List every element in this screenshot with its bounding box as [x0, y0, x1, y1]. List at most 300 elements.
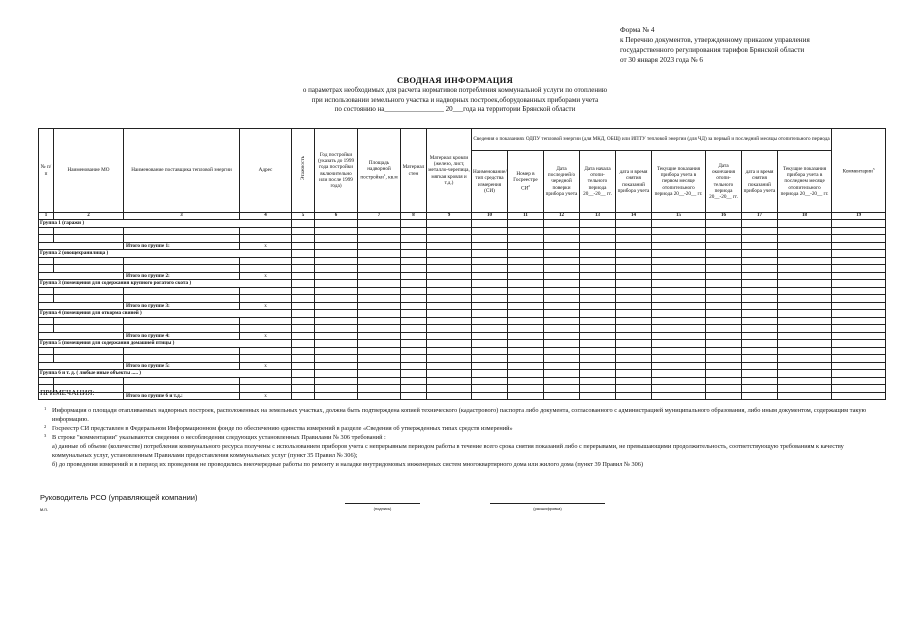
- table-cell: [124, 377, 240, 385]
- table-cell: [778, 302, 832, 310]
- table-cell: [580, 250, 616, 258]
- table-cell: [832, 287, 886, 295]
- table-cell: [358, 250, 401, 258]
- table-cell: [616, 340, 652, 348]
- table-cell: [706, 332, 742, 340]
- table-cell: [401, 265, 427, 273]
- table-cell: [544, 287, 580, 295]
- table-cell: [544, 332, 580, 340]
- col-header: Наименование МО: [54, 129, 124, 213]
- table-cell: [616, 220, 652, 228]
- col-header: Материал кровли (железо, лист, металло-черепица, мягкая кровля и т.д.): [427, 129, 472, 213]
- note-item: [40, 424, 870, 433]
- col-number: 7: [358, 213, 401, 220]
- sub-header-text: Номер в Госреестре СИ: [513, 170, 538, 192]
- table-cell: [315, 272, 358, 280]
- table-cell: [358, 355, 401, 363]
- table-cell: [742, 377, 778, 385]
- form-ref-line: государственного регулирования тарифов Брянской области: [620, 46, 805, 54]
- table-cell: [472, 340, 508, 348]
- table-cell: [401, 235, 427, 243]
- table-cell: [427, 377, 472, 385]
- table-cell: [472, 235, 508, 243]
- table-cell: [706, 265, 742, 273]
- table-cell: [706, 317, 742, 325]
- table-cell: [315, 227, 358, 235]
- table-cell: [580, 272, 616, 280]
- table-cell: [832, 220, 886, 228]
- table-cell: [508, 377, 544, 385]
- table-cell: [54, 355, 124, 363]
- table-cell: [508, 242, 544, 250]
- total-label: Итого по группе 4:: [124, 332, 240, 340]
- table-cell: [706, 227, 742, 235]
- note-mark: 2: [44, 424, 47, 429]
- group-label: Группа 5 (помещения для содержания домашней птицы ): [39, 340, 292, 348]
- table-cell: [124, 287, 240, 295]
- subtitle-line: о параметрах необходимых для расчета нормативов потребления коммунальной услуги по отоплению: [302, 86, 608, 94]
- table-cell: [652, 370, 706, 378]
- table-cell: [427, 302, 472, 310]
- table-cell: [315, 325, 358, 333]
- table-cell: [616, 265, 652, 273]
- table-cell: [508, 347, 544, 355]
- table-cell: [832, 280, 886, 288]
- table-cell: [742, 257, 778, 265]
- seal-mark: м.п.: [40, 507, 49, 512]
- table-cell: [472, 242, 508, 250]
- col-header: [832, 129, 886, 213]
- table-cell: [472, 227, 508, 235]
- group-row: [39, 220, 886, 228]
- form-ref-line: от 30 января 2023 года № 6: [620, 56, 703, 64]
- note-text: В строке "комментарии" указываются сведения о несоблюдении следующих установленных Правилами № 306 требований :: [52, 434, 386, 441]
- table-cell: [508, 280, 544, 288]
- table-row: [39, 235, 886, 243]
- note-item: [40, 433, 870, 442]
- table-cell: [401, 370, 427, 378]
- table-cell: [427, 317, 472, 325]
- table-cell: [544, 325, 580, 333]
- table-cell: [544, 265, 580, 273]
- table-cell: [240, 325, 292, 333]
- notes-section: [40, 388, 870, 469]
- table-cell: [401, 257, 427, 265]
- group-label: Группа 2 (овощехранилища ): [39, 250, 292, 258]
- table-cell: [778, 310, 832, 318]
- footnote-mark: 1: [383, 173, 386, 178]
- table-cell: [427, 265, 472, 273]
- table-cell: [54, 235, 124, 243]
- note-subitem: а) данные об объеме (количестве) потребления коммунального ресурса получены с использованием приборов учета с непрерывным периодом работы в течение всего срока снятия показаний либо с перерывами, не превышающими продолжительность, соответствующую требованиям к качеству коммунальных услуг, установленным Правилами предоставления коммунальных услуг (пункт 35 Правил № 306);: [52, 443, 844, 459]
- table-cell: [616, 362, 652, 370]
- table-cell: [778, 287, 832, 295]
- total-mark: х: [240, 392, 292, 400]
- col-number: 3: [124, 213, 240, 220]
- table-cell: [358, 220, 401, 228]
- table-cell: [616, 377, 652, 385]
- table-cell: [778, 340, 832, 348]
- table-cell: [832, 355, 886, 363]
- table-cell: [652, 310, 706, 318]
- table-cell: [508, 355, 544, 363]
- total-mark: х: [240, 362, 292, 370]
- table-cell: [401, 317, 427, 325]
- table-cell: [652, 227, 706, 235]
- table-cell: [652, 250, 706, 258]
- table-cell: [315, 235, 358, 243]
- table-cell: [427, 280, 472, 288]
- table-cell: [292, 250, 315, 258]
- table-cell: [544, 370, 580, 378]
- table-cell: [358, 370, 401, 378]
- table-row: [39, 265, 886, 273]
- sub-header: Наименование/ тип средства измерения (СИ): [472, 151, 508, 213]
- table-cell: [706, 295, 742, 303]
- table-cell: [292, 265, 315, 273]
- table-cell: [706, 310, 742, 318]
- total-label: Итого по группе 2:: [124, 272, 240, 280]
- table-cell: [472, 220, 508, 228]
- signature-block: [40, 493, 870, 523]
- table-cell: [427, 227, 472, 235]
- table-cell: [54, 317, 124, 325]
- table-cell: [652, 325, 706, 333]
- table-cell: [54, 377, 124, 385]
- col-header: Материал стен: [401, 129, 427, 213]
- total-label: Итого по группе 3:: [124, 302, 240, 310]
- table-cell: [544, 355, 580, 363]
- col-number: 18: [778, 213, 832, 220]
- table-cell: [742, 295, 778, 303]
- table-row: [39, 325, 886, 333]
- table-cell: [39, 362, 124, 370]
- table-cell: [39, 325, 54, 333]
- table-cell: [580, 302, 616, 310]
- sub-header: Текущие показания прибора учета в первом месяце отопительного периода 20__-20__ гг.: [652, 151, 706, 213]
- total-mark: х: [240, 332, 292, 340]
- note-item: [40, 406, 870, 424]
- table-cell: [508, 287, 544, 295]
- table-cell: [358, 242, 401, 250]
- table-cell: [832, 302, 886, 310]
- table-cell: [315, 317, 358, 325]
- table-cell: [401, 377, 427, 385]
- group-label: Группа 6 и т. д. ( любые иные объекты ..... ): [39, 370, 292, 378]
- table-cell: [616, 287, 652, 295]
- col-number: 14: [616, 213, 652, 220]
- table-cell: [742, 235, 778, 243]
- table-cell: [292, 362, 315, 370]
- table-row: [39, 295, 886, 303]
- table-cell: [580, 287, 616, 295]
- table-cell: [508, 227, 544, 235]
- table-cell: [39, 332, 124, 340]
- table-cell: [832, 235, 886, 243]
- subtitle-line: при использовании земельного участка и надворных построек,оборудованных приборами учета: [311, 95, 599, 104]
- table-cell: [472, 317, 508, 325]
- total-row: [39, 302, 886, 310]
- table-cell: [472, 272, 508, 280]
- table-row: [39, 227, 886, 235]
- table-cell: [508, 295, 544, 303]
- table-row: [39, 355, 886, 363]
- table-cell: [472, 280, 508, 288]
- table-cell: [832, 265, 886, 273]
- table-cell: [742, 317, 778, 325]
- table-cell: [742, 310, 778, 318]
- col-number: 10: [472, 213, 508, 220]
- table-cell: [54, 295, 124, 303]
- table-cell: [472, 325, 508, 333]
- table-cell: [742, 332, 778, 340]
- col-header: Год постройки (указать до 1999 года постройки включительно или после 1999 года): [315, 129, 358, 213]
- table-cell: [616, 347, 652, 355]
- col-number: 19: [832, 213, 886, 220]
- table-cell: [427, 332, 472, 340]
- sub-header: Дата последней/о чередной поверки прибора учета: [544, 151, 580, 213]
- table-cell: [358, 310, 401, 318]
- table-cell: [358, 227, 401, 235]
- table-cell: [315, 220, 358, 228]
- table-cell: [315, 302, 358, 310]
- table-cell: [652, 272, 706, 280]
- table-cell: [616, 250, 652, 258]
- table-cell: [292, 227, 315, 235]
- table-cell: [124, 347, 240, 355]
- table-cell: [240, 347, 292, 355]
- table-body: [39, 220, 886, 400]
- table-cell: [240, 377, 292, 385]
- col-number: 9: [427, 213, 472, 220]
- table-cell: [358, 377, 401, 385]
- form-ref-line: к Перечню документов, утвержденному приказом управления: [620, 36, 810, 44]
- table-cell: [508, 302, 544, 310]
- table-cell: [124, 227, 240, 235]
- table-cell: [427, 287, 472, 295]
- table-cell: [778, 347, 832, 355]
- table-cell: [39, 257, 54, 265]
- table-cell: [544, 280, 580, 288]
- table-cell: [832, 332, 886, 340]
- group-label: Группа 4 (помещения для откорма свиней ): [39, 310, 292, 318]
- table-cell: [652, 332, 706, 340]
- notes-title: ПРИМЕЧАНИЯ:: [40, 388, 95, 397]
- total-label: Итого по группе 6 и т.д.:: [124, 392, 240, 400]
- table-cell: [742, 362, 778, 370]
- table-cell: [616, 280, 652, 288]
- note-text: Информация о площади отапливаемых надворных построек, расположенных на земельных участках, должна быть подтверждена копией технического (кадастрового) паспорта либо документа, согласованного с администрацией муниципального образования, либо иным документом, содержащим такую информацию.: [52, 407, 867, 423]
- table-cell: [358, 235, 401, 243]
- table-cell: [652, 355, 706, 363]
- table-cell: [292, 377, 315, 385]
- table-cell: [652, 295, 706, 303]
- table-cell: [401, 340, 427, 348]
- table-cell: [778, 257, 832, 265]
- table-row: [39, 287, 886, 295]
- table-cell: [124, 257, 240, 265]
- table-cell: [54, 257, 124, 265]
- table-cell: [315, 287, 358, 295]
- sub-header: Дата начала отопи-тельного периода 20__-20__ гг.: [580, 151, 616, 213]
- table-cell: [580, 265, 616, 273]
- table-cell: [358, 332, 401, 340]
- table-cell: [778, 220, 832, 228]
- table-cell: [580, 332, 616, 340]
- table-cell: [778, 317, 832, 325]
- table-cell: [508, 325, 544, 333]
- table-cell: [427, 220, 472, 228]
- table-cell: [315, 355, 358, 363]
- table-cell: [616, 257, 652, 265]
- table-cell: [652, 362, 706, 370]
- table-cell: [358, 302, 401, 310]
- table-cell: [706, 250, 742, 258]
- table-cell: [315, 250, 358, 258]
- table-cell: [778, 280, 832, 288]
- col-number: 12: [544, 213, 580, 220]
- table-cell: [315, 257, 358, 265]
- table-cell: [706, 377, 742, 385]
- table-cell: [832, 295, 886, 303]
- signature-caption: (подпись): [373, 506, 392, 511]
- table-cell: [508, 340, 544, 348]
- table-cell: [616, 302, 652, 310]
- table-cell: [580, 295, 616, 303]
- table-cell: [358, 325, 401, 333]
- table-cell: [652, 280, 706, 288]
- table-cell: [778, 325, 832, 333]
- table-cell: [292, 310, 315, 318]
- table-cell: [427, 310, 472, 318]
- table-cell: [832, 340, 886, 348]
- table-cell: [315, 347, 358, 355]
- table-cell: [580, 347, 616, 355]
- table-cell: [472, 347, 508, 355]
- table-cell: [508, 235, 544, 243]
- table-cell: [472, 377, 508, 385]
- col-number: 4: [240, 213, 292, 220]
- table-row: [39, 257, 886, 265]
- table-cell: [39, 227, 54, 235]
- table-cell: [54, 227, 124, 235]
- table-cell: [742, 340, 778, 348]
- table-cell: [580, 355, 616, 363]
- table-cell: [39, 265, 54, 273]
- table-cell: [39, 347, 54, 355]
- table-cell: [742, 347, 778, 355]
- table-cell: [472, 362, 508, 370]
- col-number: 2: [54, 213, 124, 220]
- table-cell: [472, 355, 508, 363]
- table-cell: [616, 295, 652, 303]
- table-cell: [580, 362, 616, 370]
- table-cell: [778, 265, 832, 273]
- table-cell: [706, 272, 742, 280]
- col-number: 15: [652, 213, 706, 220]
- name-line: [490, 503, 605, 504]
- table-cell: [315, 280, 358, 288]
- table-cell: [706, 347, 742, 355]
- table-cell: [544, 362, 580, 370]
- total-row: [39, 362, 886, 370]
- table-cell: [742, 265, 778, 273]
- table-cell: [240, 257, 292, 265]
- table-cell: [508, 370, 544, 378]
- table-cell: [742, 227, 778, 235]
- col-number: 11: [508, 213, 544, 220]
- table-cell: [427, 250, 472, 258]
- total-label: Итого по группе 5:: [124, 362, 240, 370]
- table-cell: [706, 302, 742, 310]
- table-cell: [580, 325, 616, 333]
- table-cell: [401, 250, 427, 258]
- table-cell: [742, 370, 778, 378]
- table-cell: [39, 235, 54, 243]
- group-row: [39, 310, 886, 318]
- table-cell: [315, 242, 358, 250]
- table-cell: [292, 272, 315, 280]
- table-cell: [472, 287, 508, 295]
- signatory-title: Руководитель РСО (управляющей компании): [40, 493, 198, 502]
- table-cell: [315, 295, 358, 303]
- table-cell: [240, 355, 292, 363]
- table-cell: [39, 377, 54, 385]
- note-mark: 1: [44, 406, 47, 411]
- total-mark: х: [240, 242, 292, 250]
- table-cell: [54, 287, 124, 295]
- col-header: Площадь надворной постройки$^1$, кв.м: [358, 129, 401, 213]
- table-cell: [778, 377, 832, 385]
- table-cell: [742, 242, 778, 250]
- table-cell: [508, 310, 544, 318]
- table-cell: [652, 287, 706, 295]
- table-cell: [832, 362, 886, 370]
- table-cell: [706, 370, 742, 378]
- table-cell: [706, 325, 742, 333]
- table-cell: [358, 265, 401, 273]
- table-cell: [544, 310, 580, 318]
- col-number: 5: [292, 213, 315, 220]
- table-cell: [652, 220, 706, 228]
- table-cell: [315, 265, 358, 273]
- table-cell: [401, 287, 427, 295]
- table-cell: [778, 355, 832, 363]
- table-cell: [401, 310, 427, 318]
- table-cell: [544, 220, 580, 228]
- table-cell: [472, 332, 508, 340]
- table-cell: [292, 257, 315, 265]
- table-cell: [778, 242, 832, 250]
- table-cell: [39, 287, 54, 295]
- table-cell: [292, 235, 315, 243]
- group-label: Группа 1 (гаражи ): [39, 220, 292, 228]
- table-cell: [358, 287, 401, 295]
- table-cell: [544, 295, 580, 303]
- table-cell: [39, 302, 124, 310]
- table-cell: [472, 295, 508, 303]
- table-cell: [508, 220, 544, 228]
- table-cell: [358, 347, 401, 355]
- table-cell: [240, 317, 292, 325]
- table-cell: [401, 220, 427, 228]
- table-cell: [580, 227, 616, 235]
- table-cell: [616, 317, 652, 325]
- table-cell: [580, 370, 616, 378]
- table-cell: [706, 287, 742, 295]
- column-number-row: [39, 213, 886, 220]
- table-cell: [706, 362, 742, 370]
